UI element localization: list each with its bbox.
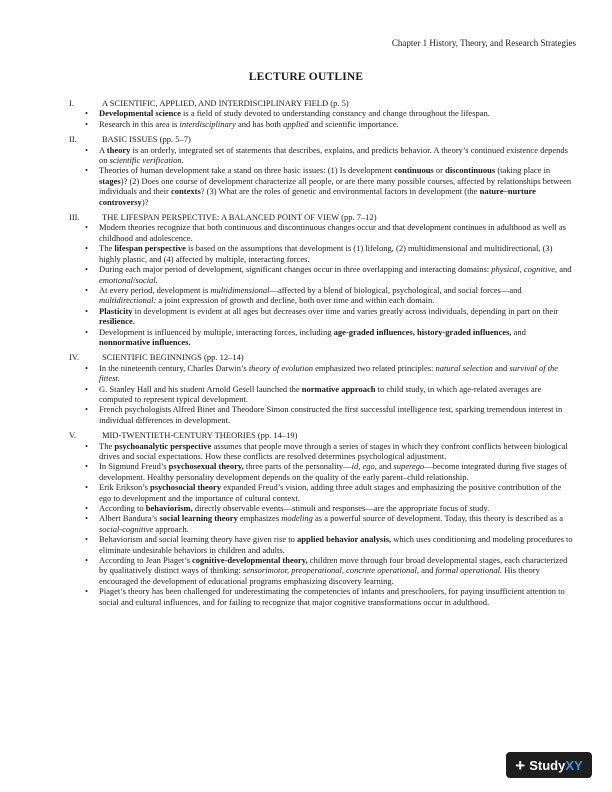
text-run: G. Stanley Hall and his student Arnold Gesell launched the [99,383,302,394]
section-numeral: V. [69,430,77,441]
bullet-dot-icon: • [85,383,88,394]
text-run: ? (3) What are the roles of genetic and environmental factors in development (the [200,186,480,197]
italic-term: applied [283,118,309,129]
bullet-dot-icon: • [85,284,88,295]
bullet-dot-icon: • [85,586,88,597]
bullet-item [74,384,574,405]
text-run: which uses conditioning and modeling procedures to eliminate undesirable behaviors in children and adults. [99,534,573,555]
bullet-dot-icon: • [85,503,88,514]
text-run: At every period, development is [99,284,211,295]
section-numeral: II. [69,134,77,145]
section-heading [69,212,574,223]
bold-term: resilience. [99,316,135,327]
italic-term: formal operational. [435,565,503,576]
brand-accent: XY [565,757,583,773]
bullet-item [74,119,574,129]
italic-term: emotional/social. [99,274,158,285]
text-run: Erik Erikson’s [99,482,150,493]
italic-term: social-cognitive [99,523,154,534]
section-numeral: III. [69,212,80,223]
outline-section [69,212,574,347]
bullet-dot-icon: • [85,362,88,373]
text-run: is an orderly, integrated set of statements that describes, explains, and predicts behavior. A theory’s continued existence depends on [99,144,568,166]
section-heading [69,352,574,363]
brand-main: Study [529,757,566,773]
italic-term: scientific verification. [109,155,184,166]
bullet-item [74,441,574,462]
text-run: emphasized two related principles: [313,362,436,373]
bullet-list [74,222,574,347]
bullet-dot-icon: • [85,326,88,337]
bullet-item [74,503,574,513]
bullet-item [74,222,574,243]
bullet-dot-icon: • [85,118,88,129]
bullet-item [74,555,574,586]
text-run: and [557,264,572,275]
bullet-item [74,586,574,607]
text-run: Piaget’s theory has been challenged for underestimating the competencies of infants and preschoolers, for paying insufficient attention to social and cultural influences, and for failing to recognize that major cognitive transformations occur in adulthood. [99,586,565,607]
bullet-list [74,145,574,207]
text-run: )? [141,196,149,207]
text-run: —become integrated during five stages of development. Healthy personality development depends on the quality of the early parent–child relationship. [99,461,568,482]
italic-term: natural selection [435,362,493,373]
text-run: approach. [153,523,189,534]
bullet-item [74,363,574,384]
text-run: A [99,144,107,155]
bold-term: psychosocial theory [150,482,222,493]
text-run: Research in this area is [99,118,180,129]
italic-term: multidimensional [210,284,270,295]
bullet-item [74,165,574,207]
text-run: Development is influenced by multiple, interacting forces, including [99,326,334,337]
italic-term: survival of the fittest. [99,362,559,384]
italic-term: multidirectional: [99,295,157,306]
section-heading [69,430,574,441]
text-run: as a powerful source of development. Today, this theory is described as a [312,513,563,524]
bullet-dot-icon: • [85,165,88,176]
bold-term: discontinuous [445,165,496,176]
text-run: and [418,565,436,576]
text-run: directly observable events—stimuli and responses—are the appropriate focus of study. [192,503,490,514]
text-run: and scientific importance. [308,118,399,129]
running-header: Chapter 1 History, Theory, and Research Strategies [391,38,576,48]
text-run: assumes that people move through a series of stages in which they confront conflicts between biological drives and social expectations. How these conflicts are resolved determines psychological adjustment. [99,440,568,461]
text-run: Modern theories recognize that both continuous and discontinuous changes occur and that development continues in adulthood as well as childhood and adolescence. [99,222,566,243]
bold-term: Plasticity [99,305,133,316]
bullet-dot-icon: • [85,305,88,316]
text-run: According to [99,503,146,514]
bullet-dot-icon: • [85,482,88,493]
text-run: expanded Freud’s vision, adding three adult stages and emphasizing the positive contribution of the ego to development and the importance of cultural context. [99,482,562,503]
outline-section [69,98,574,129]
bullet-dot-icon: • [85,461,88,472]
text-run: The [99,440,115,451]
bold-term: nonnormative influences. [99,336,191,347]
italic-term: interdisciplinary [179,118,236,129]
text-run: and has both [235,118,284,129]
bullet-list [74,363,574,425]
text-run: a joint expression of growth and decline, both over time and within each domain. [156,295,435,306]
bold-term: age-graded influences, history-graded influences, [333,326,512,337]
text-run: French psychologists Alfred Binet and Theodore Simon constructed the first successful intelligence test, sparking tremendous interest in individual differences in development. [99,404,563,425]
bold-term: nature–nurture controversy [99,186,536,207]
text-run: In Sigmund Freud’s [99,461,169,472]
bullet-dot-icon: • [85,144,88,155]
bullet-item [74,534,574,555]
outline-section [69,134,574,207]
section-heading-text: SCIENTIFIC BEGINNINGS (pp. 12–14) [102,352,244,363]
bullet-dot-icon: • [85,513,88,524]
section-heading-text: BASIC ISSUES (pp. 5–7) [102,134,191,145]
italic-term: sensorimotor, preoperational, concrete operational, [243,565,419,576]
text-run: The [99,243,115,254]
bold-term: theory [106,144,131,155]
bullet-item [74,243,574,264]
text-run: His theory encouraged the development of educational programs emphasizing discovery learning. [99,565,540,586]
section-numeral: IV. [69,352,79,363]
text-run: Theories of human development take a stand on three basic issues: (1) Is development [99,165,395,176]
lecture-outline [69,98,574,612]
bullet-list [74,441,574,608]
bold-term: social learning theory [159,513,238,524]
bullet-dot-icon: • [85,243,88,254]
bold-term: stages [99,175,121,186]
text-run: is a field of study devoted to understanding constancy and change throughout the lifespan. [180,108,490,119]
bullet-item [74,108,574,118]
text-run: Behaviorism and social learning theory have given rise to [99,534,298,545]
text-run: three parts of the personality— [243,461,352,472]
text-run: —affected by a blend of biological, psychological, and social forces—and [269,284,522,295]
italic-term: superego [393,461,425,472]
plus-icon: + [515,755,526,775]
bullet-dot-icon: • [85,108,88,119]
bullet-dot-icon: • [85,534,88,545]
bold-term: applied behavior analysis, [297,534,392,545]
text-run: and [492,362,510,373]
bold-term: psychosexual theory, [168,461,244,472]
italic-term: modeling [281,513,313,524]
text-run: In the nineteenth century, Charles Darwin’s [99,362,249,373]
text-run: is based on the assumptions that development is (1) lifelong, (2) multidimensional and multidirectional, (3) highly plastic, and (4) affected by multiple, interacting forces. [99,243,553,264]
bullet-dot-icon: • [85,404,88,415]
text-run: )? (2) Does one course of development characterize all people, or are there many possible courses, affected by relationships between individuals and their [99,175,572,197]
italic-term: theory of evolution [248,362,314,373]
page-title: LECTURE OUTLINE [248,71,364,83]
section-heading-text: MID-TWENTIETH-CENTURY THEORIES (pp. 14–19) [102,430,298,441]
text-run: (taking place in [495,165,551,176]
section-numeral: I. [69,98,74,108]
bullet-item [74,285,574,306]
section-heading-text: A SCIENTIFIC, APPLIED, AND INTERDISCIPLINARY FIELD (p. 5) [102,98,349,108]
section-heading-text: THE LIFESPAN PERSPECTIVE: A BALANCED POINT OF VIEW (pp. 7–12) [102,212,377,223]
bold-term: normative approach [301,383,376,394]
text-run: According to Jean Piaget’s [99,555,193,566]
text-run: emphasizes [237,513,282,524]
text-run: and [511,326,526,337]
text-run: and [376,461,394,472]
bold-term: cognitive-developmental theory, [192,555,308,566]
italic-term: physical, cognitive, [491,264,558,275]
bullet-dot-icon: • [85,555,88,566]
bullet-item [74,461,574,482]
text-run: in development is evident at all ages but decreases over time and varies greatly across individuals, depending in part on their [132,305,559,316]
bullet-item [74,145,574,166]
bold-term: lifespan perspective [114,243,186,254]
bullet-item [74,513,574,534]
bullet-list [74,108,574,129]
section-heading [69,98,574,108]
bullet-dot-icon: • [85,440,88,451]
studyxy-watermark-badge[interactable] [506,752,592,778]
outline-section [69,352,574,425]
outline-section [69,430,574,607]
bullet-item [74,264,574,285]
bullet-dot-icon: • [85,222,88,233]
text-run: Albert Bandura’s [99,513,160,524]
text-run: or [433,165,446,176]
bullet-item [74,306,574,327]
bullet-item [74,404,574,425]
bold-term: continuous [394,165,434,176]
italic-term: id, ego, [351,461,377,472]
bold-term: behaviorism, [145,503,193,514]
bold-term: contexts [171,186,201,197]
bold-term: psychoanalytic perspective [114,440,212,451]
bullet-dot-icon: • [85,264,88,275]
text-run: children move through four broad developmental stages, each characterized by qualitatively distinct ways of thinking: [99,555,568,576]
section-heading [69,134,574,145]
text-run: During each major period of development, significant changes occur in three overlapping and interacting domains: [99,264,492,275]
bullet-item [74,482,574,503]
text-run: to child study, in which age-related averages are computed to represent typical development. [99,383,542,404]
bold-term: Developmental science [99,108,181,119]
bullet-item [74,327,574,348]
